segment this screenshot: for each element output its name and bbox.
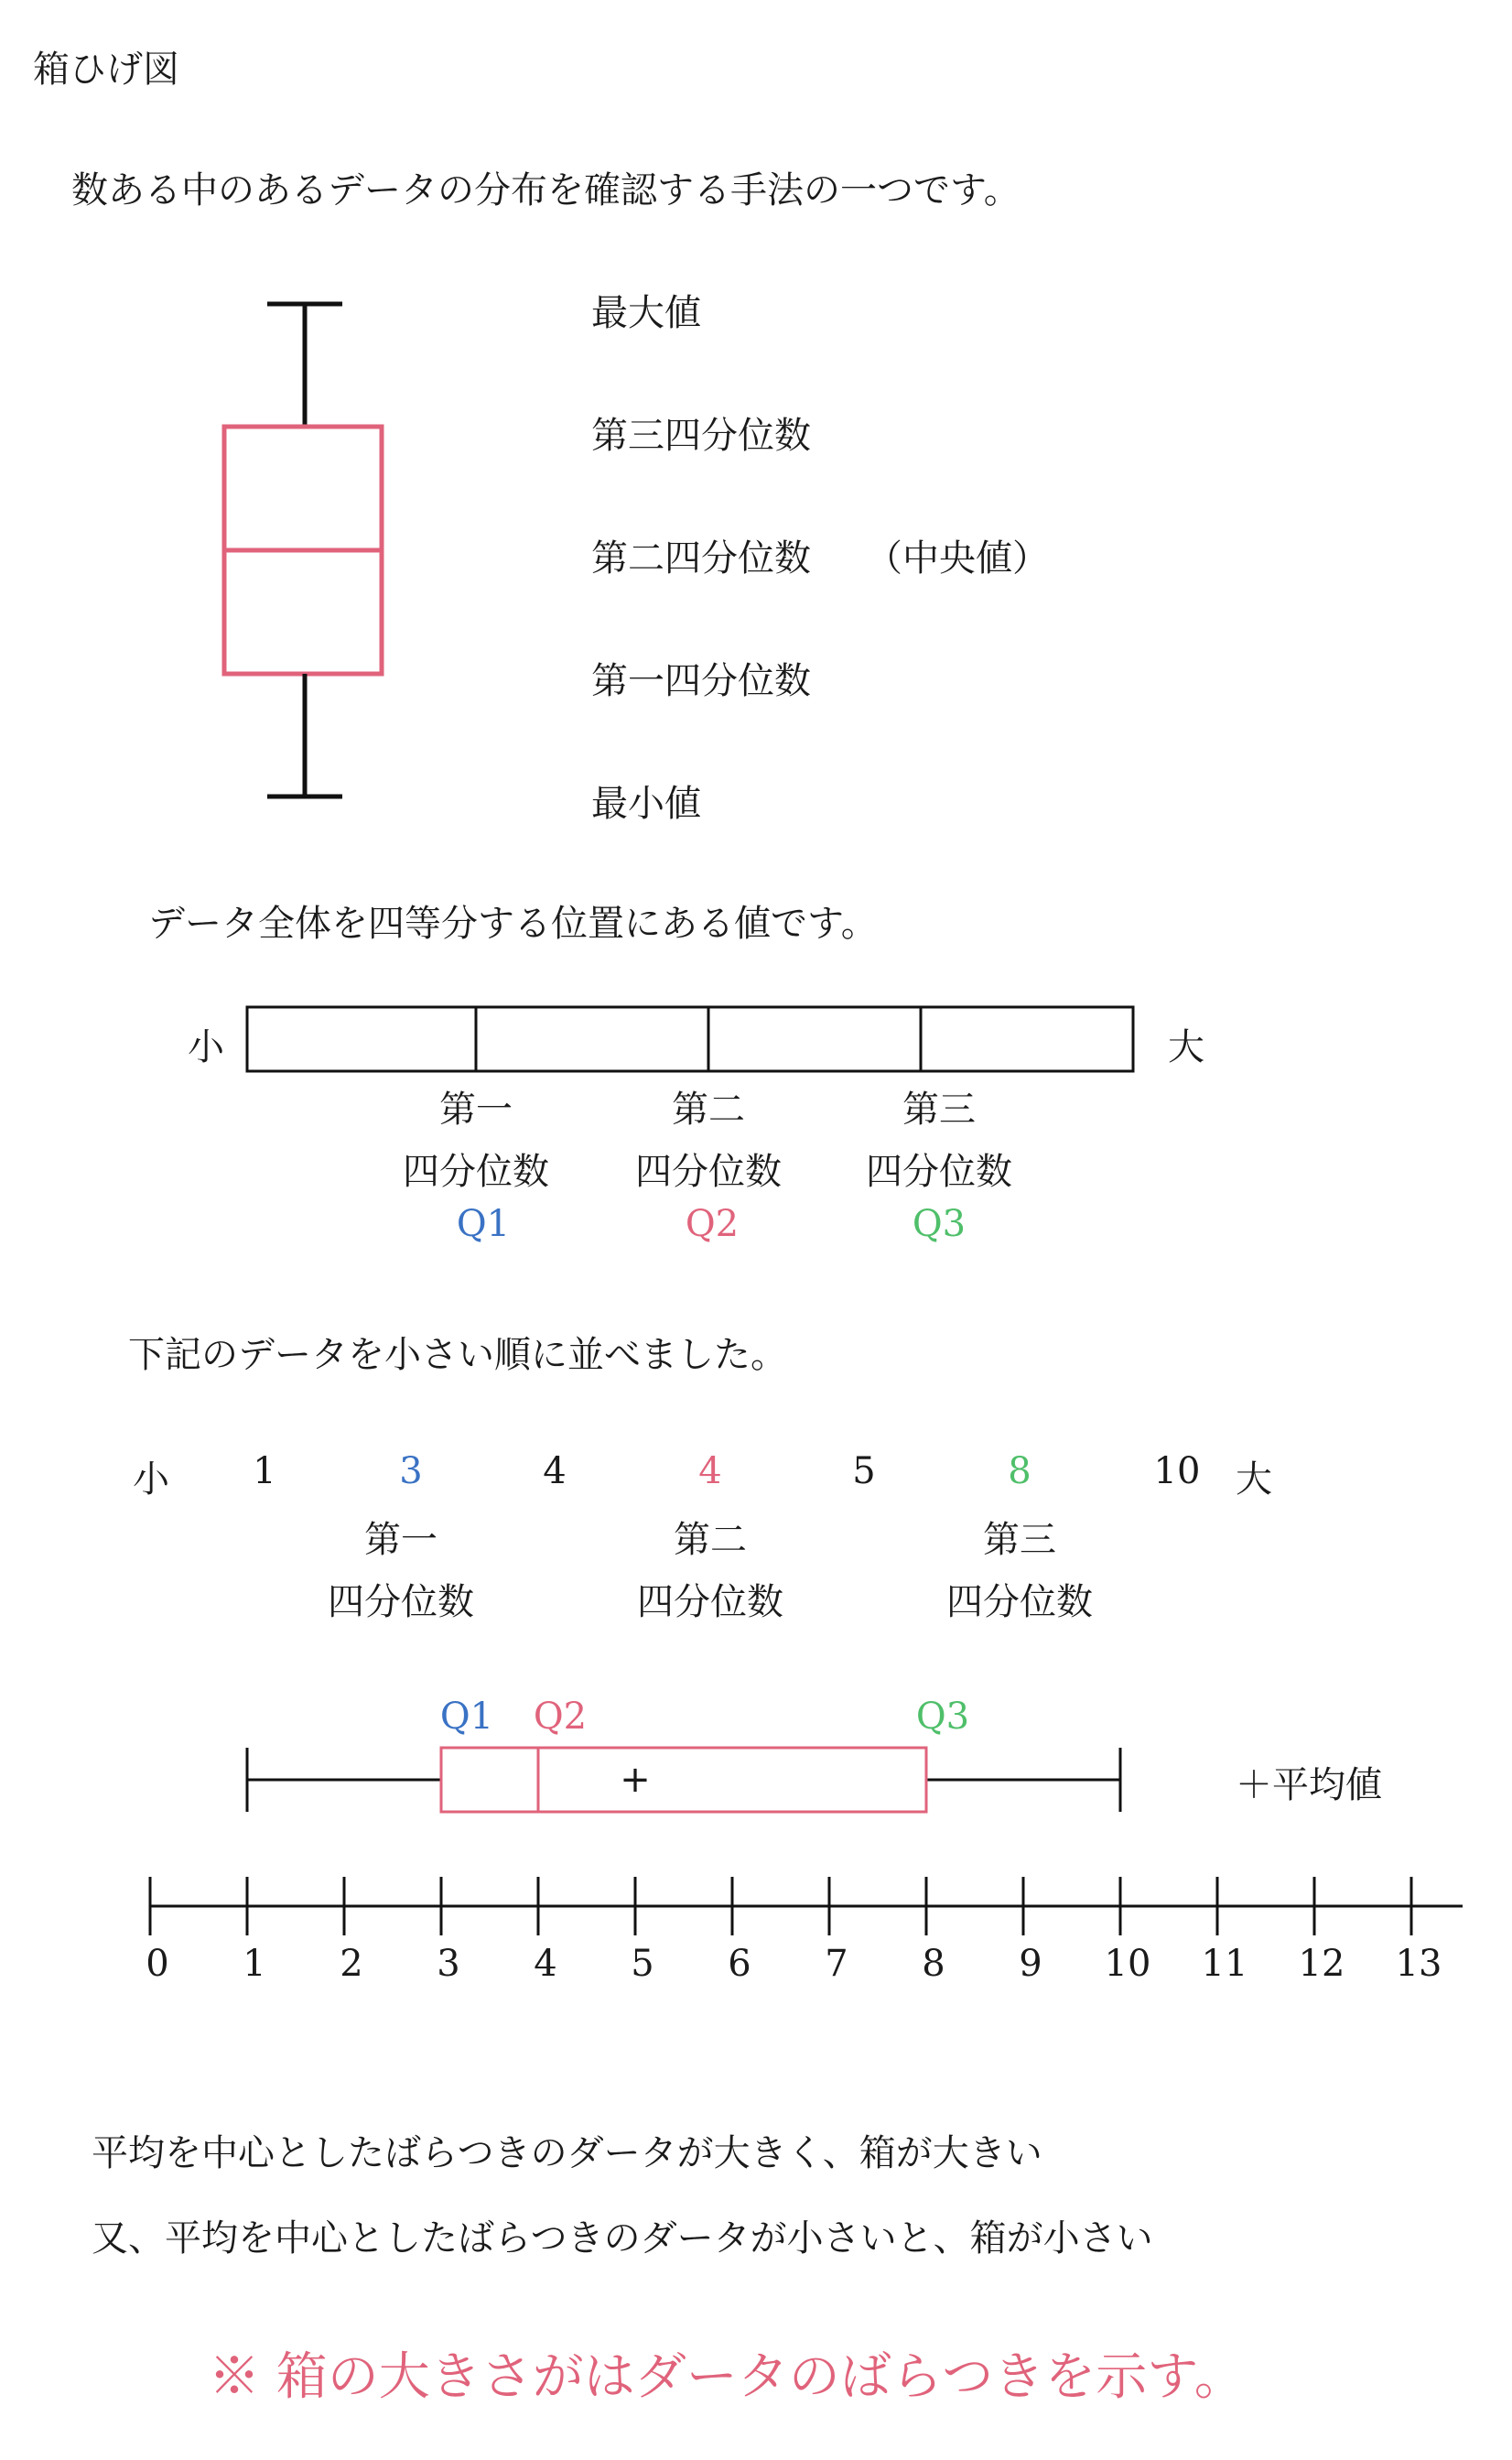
axis-tick-label: 2 — [340, 1943, 363, 1985]
qbar-label-1-line1: 第一 — [439, 1089, 513, 1131]
quartile-bar-small: 小 — [188, 1026, 224, 1068]
sorted-label-3-line2: 四分位数 — [946, 1581, 1093, 1623]
boxplot-q1-label: Q1 — [439, 1696, 494, 1738]
sorted-value-3: 4 — [543, 1450, 567, 1492]
mean-marker: + — [620, 1759, 651, 1801]
boxplot-q2-label: Q2 — [533, 1696, 588, 1738]
qbar-label-3-q: Q3 — [912, 1203, 967, 1245]
qbar-label-3-line2: 四分位数 — [866, 1151, 1012, 1193]
number-axis — [150, 1877, 1463, 1935]
boxplot-mean-legend: ＋平均値 — [1236, 1764, 1382, 1806]
sorted-value-2: 3 — [399, 1450, 423, 1492]
iqr-box — [441, 1748, 926, 1812]
quartile-bar-large: 大 — [1168, 1026, 1204, 1068]
axis-tick-label: 13 — [1395, 1943, 1442, 1985]
final-boxplot — [247, 1748, 1120, 1812]
sorted-value-1: 1 — [253, 1450, 276, 1492]
sorted-large: 大 — [1236, 1458, 1272, 1501]
sorted-value-7: 10 — [1153, 1450, 1201, 1492]
sorted-label-2-line1: 第二 — [674, 1519, 747, 1561]
label-q3: 第三四分位数 — [591, 415, 811, 457]
label-q2: 第二四分位数 — [591, 537, 811, 580]
label-median-note: （中央値） — [866, 537, 1049, 580]
qbar-label-1-line2: 四分位数 — [403, 1151, 549, 1193]
page-title: 箱ひげ図 — [33, 49, 179, 91]
sorted-label-1-line1: 第一 — [364, 1519, 437, 1561]
qbar-label-3-line1: 第三 — [902, 1089, 976, 1131]
axis-tick-label: 3 — [437, 1943, 460, 1985]
axis-tick-label: 8 — [922, 1943, 945, 1985]
qbar-label-1-q: Q1 — [456, 1203, 511, 1245]
sorted-label-3-line1: 第三 — [983, 1519, 1056, 1561]
quartile-description: データ全体を四等分する位置にある値です。 — [148, 903, 878, 945]
axis-tick-label: 9 — [1019, 1943, 1042, 1985]
sorted-small: 小 — [133, 1458, 169, 1501]
sorted-value-6: 8 — [1008, 1450, 1031, 1492]
axis-tick-label: 6 — [728, 1943, 751, 1985]
quartile-bar — [247, 1007, 1133, 1071]
quartile-bar-rect — [247, 1007, 1133, 1071]
axis-tick-label: 5 — [631, 1943, 654, 1985]
axis-tick-label: 7 — [825, 1943, 848, 1985]
qbar-label-2-q: Q2 — [685, 1203, 740, 1245]
conclusion-line-1: 平均を中心としたばらつきのダータが大きく、箱が大きい — [92, 2132, 1042, 2174]
label-min: 最小値 — [591, 783, 701, 825]
sorted-value-5: 5 — [852, 1450, 876, 1492]
axis-tick-label: 1 — [243, 1943, 266, 1985]
axis-tick-label: 11 — [1201, 1943, 1248, 1985]
label-q1: 第一四分位数 — [591, 660, 811, 702]
axis-tick-label: 4 — [534, 1943, 557, 1985]
note-text: ※ 箱の大きさがはダータのばらつきを示す。 — [209, 2347, 1246, 2407]
anatomy-diagram — [224, 304, 382, 797]
conclusion-line-2: 又、平均を中心としたばらつきのダータが小さいと、箱が小さい — [92, 2217, 1153, 2260]
axis-tick-label: 10 — [1104, 1943, 1151, 1985]
boxplot-q3-label: Q3 — [915, 1696, 970, 1738]
sorted-value-4: 4 — [698, 1450, 722, 1492]
intro-text: 数ある中のあるデータの分布を確認する手法の一つです。 — [71, 169, 1021, 211]
sorted-label-2-line2: 四分位数 — [637, 1581, 783, 1623]
qbar-label-2-line2: 四分位数 — [635, 1151, 782, 1193]
sorted-description: 下記のデータを小さい順に並べました。 — [128, 1334, 787, 1376]
sorted-label-1-line2: 四分位数 — [328, 1581, 474, 1623]
axis-tick-label: 0 — [146, 1943, 169, 1985]
qbar-label-2-line1: 第二 — [672, 1089, 745, 1131]
label-max: 最大値 — [591, 292, 701, 334]
axis-tick-label: 12 — [1298, 1943, 1345, 1985]
